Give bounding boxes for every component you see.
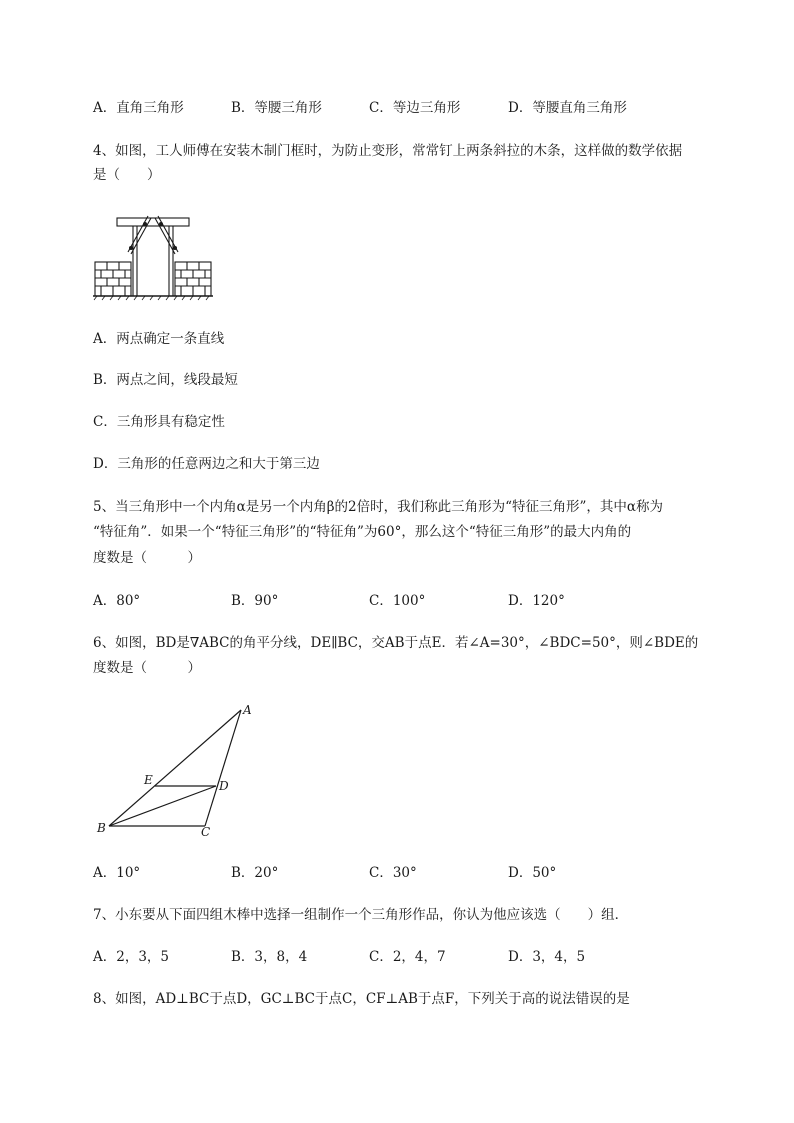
q4-stem-line1: 4、如图，工人师傅在安装木制门框时，为防止变形，常常钉上两条斜拉的木条，这样做的数学依据 xyxy=(93,143,683,159)
q6-option-a: A．10° xyxy=(93,865,141,881)
door-frame-figure xyxy=(93,212,213,298)
label-e: E xyxy=(144,773,153,787)
q5-option-a: A．80° xyxy=(93,593,141,609)
q8-stem: 8、如图，AD⊥BC于点D，GC⊥BC于点C，CF⊥AB于点F，下列关于高的说法错误的是 xyxy=(93,991,630,1007)
q4-option-b: B．两点之间，线段最短 xyxy=(93,372,238,388)
q5-stem-line3: 度数是（ ） xyxy=(93,550,201,566)
q5-stem-line1: 5、当三角形中一个内角α是另一个内角β的2倍时，我们称此三角形为“特征三角形”，其中α称为 xyxy=(93,499,664,515)
q6-option-d: D．50° xyxy=(508,865,557,881)
q4-option-d: D．三角形的任意两边之和大于第三边 xyxy=(93,456,320,472)
q6-option-b: B．20° xyxy=(231,865,279,881)
q5-option-c: C．100° xyxy=(369,593,426,609)
label-a: A xyxy=(243,703,252,717)
q5-option-d: D．120° xyxy=(508,593,565,609)
label-c: C xyxy=(201,825,211,839)
q6-option-c: C．30° xyxy=(369,865,417,881)
q4-stem-line2: 是（ ） xyxy=(93,167,161,183)
q4-option-c: C．三角形具有稳定性 xyxy=(93,414,225,430)
triangle-abc-figure xyxy=(93,700,263,840)
q7-stem: 7、小东要从下面四组木棒中选择一组制作一个三角形作品，你认为他应该选（ ）组． xyxy=(93,907,629,923)
q7-option-b: B．3，8，4 xyxy=(231,949,308,965)
q3-option-d: D．等腰直角三角形 xyxy=(508,100,627,116)
segment-bd xyxy=(109,786,216,826)
q7-option-d: D．3，4，5 xyxy=(508,949,586,965)
q5-stem-line2: “特征角”．如果一个“特征三角形”的“特征角”为60°，那么这个“特征三角形”的最大内角的 xyxy=(93,524,632,540)
q3-option-a: A．直角三角形 xyxy=(93,100,184,116)
q7-option-a: A．2，3，5 xyxy=(93,949,170,965)
segment-ac xyxy=(205,710,241,826)
label-d: D xyxy=(219,779,229,793)
q5-option-b: B．90° xyxy=(231,593,279,609)
q7-option-c: C．2，4，7 xyxy=(369,949,446,965)
q3-option-c: C．等边三角形 xyxy=(369,100,461,116)
segment-ab xyxy=(109,710,241,826)
q3-option-b: B．等腰三角形 xyxy=(231,100,322,116)
q6-stem-line1: 6、如图，BD是∇ABC的角平分线，DE∥BC，交AB于点E．若∠A=30°，∠BDC=50°，则∠BDE的 xyxy=(93,635,699,651)
q6-stem-line2: 度数是（ ） xyxy=(93,660,201,676)
q4-option-a: A．两点确定一条直线 xyxy=(93,331,225,347)
label-b: B xyxy=(97,821,106,835)
